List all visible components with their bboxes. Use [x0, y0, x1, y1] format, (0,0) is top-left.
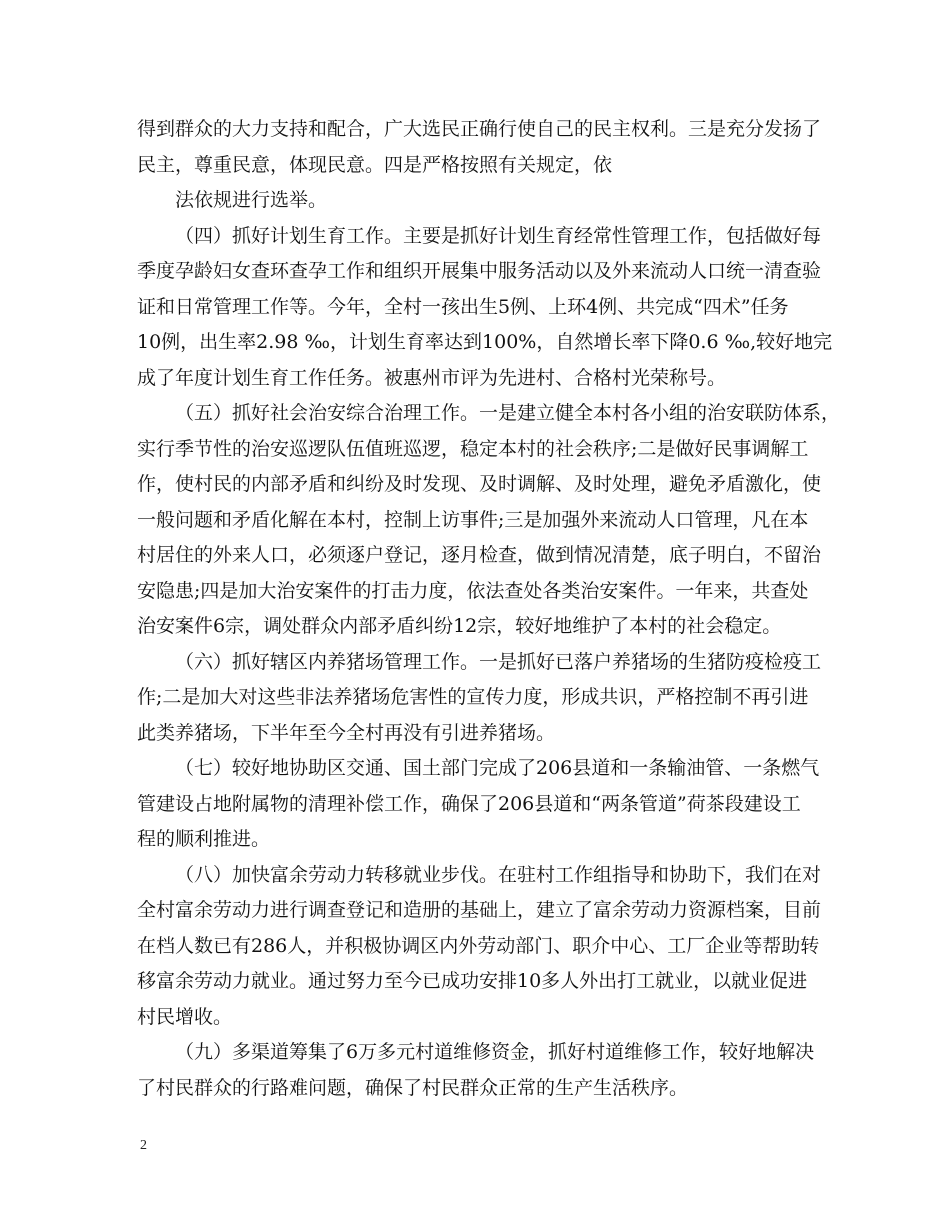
text-line: 作，使村民的内部矛盾和纠纷及时发现、及时调解、及时处理，避免矛盾激化，使: [137, 473, 822, 495]
paragraph-heading-line: （八）加快富余劳动力转移就业步伐。在驻村工作组指导和协助下，我们在对: [175, 864, 822, 886]
paragraph-heading-line: （七）较好地协助区交通、国土部门完成了206县道和一条输油管、一条燃气: [175, 757, 820, 779]
text-line: 法依规进行选举。: [175, 189, 328, 211]
text-line: 季度孕龄妇女查环查孕工作和组织开展集中服务活动以及外来流动人口统一清查验: [137, 260, 822, 282]
text-line: 在档人数已有286人，并积极协调区内外劳动部门、职介中心、工厂企业等帮助转: [137, 935, 820, 957]
text-line: 村居住的外来人口，必须逐户登记，逐月检查，做到情况清楚，底子明白，不留治: [137, 544, 822, 566]
text-line: 作;二是加大对这些非法养猪场危害性的宣传力度，形成共识，严格控制不再引进: [137, 686, 809, 708]
text-line: 了村民群众的行路难问题，确保了村民群众正常的生产生活秩序。: [137, 1077, 689, 1099]
paragraph-heading-line: （五）抓好社会治安综合治理工作。一是建立健全本村各小组的治安联防体系，: [175, 402, 841, 424]
text-line: 全村富余劳动力进行调查登记和造册的基础上，建立了富余劳动力资源档案，目前: [137, 899, 822, 921]
text-line: 一般问题和矛盾化解在本村，控制上访事件;三是加强外来流动人口管理，凡在本: [137, 509, 809, 531]
text-line: 管建设占地附属物的清理补偿工作，确保了206县道和“两条管道”荷茶段建设工: [137, 793, 801, 815]
text-line: 实行季节性的治安巡逻队伍值班巡逻，稳定本村的社会秩序;二是做好民事调解工: [137, 438, 809, 460]
text-line: 治安案件6宗，调处群众内部矛盾纠纷12宗，较好地维护了本村的社会稳定。: [137, 615, 782, 637]
text-line: 成了年度计划生育工作任务。被惠州市评为先进村、合格村光荣称号。: [137, 367, 727, 389]
text-line: 得到群众的大力支持和配合，广大选民正确行使自己的民主权利。三是充分发扬了: [137, 118, 822, 140]
text-line: 此类养猪场，下半年至今全村再没有引进养猪场。: [137, 722, 556, 744]
page-number: 2: [140, 1138, 147, 1153]
text-line: 10例，出生率2.98 ‰，计划生育率达到100%，自然增长率下降0.6 ‰,较好地完: [137, 331, 833, 353]
paragraph-heading-line: （四）抓好计划生育工作。主要是抓好计划生育经常性管理工作，包括做好每: [175, 225, 822, 247]
text-line: 民主，尊重民意，体现民意。四是严格按照有关规定，依: [137, 154, 613, 176]
text-line: 移富余劳动力就业。通过努力至今已成功安排10多人外出打工就业，以就业促进: [137, 970, 808, 992]
text-line: 程的顺利推进。: [137, 828, 271, 850]
paragraph-heading-line: （六）抓好辖区内养猪场管理工作。一是抓好已落户养猪场的生猪防疫检疫工: [175, 651, 822, 673]
text-line: 安隐患;四是加大治安案件的打击力度，依法查处各类治安案件。一年来，共查处: [137, 580, 809, 602]
text-line: 证和日常管理工作等。今年，全村一孩出生5例、上环4例、共完成“四术”任务: [137, 296, 789, 318]
text-line: 村民增收。: [137, 1006, 233, 1028]
paragraph-heading-line: （九）多渠道筹集了6万多元村道维修资金，抓好村道维修工作，较好地解决: [175, 1041, 815, 1063]
